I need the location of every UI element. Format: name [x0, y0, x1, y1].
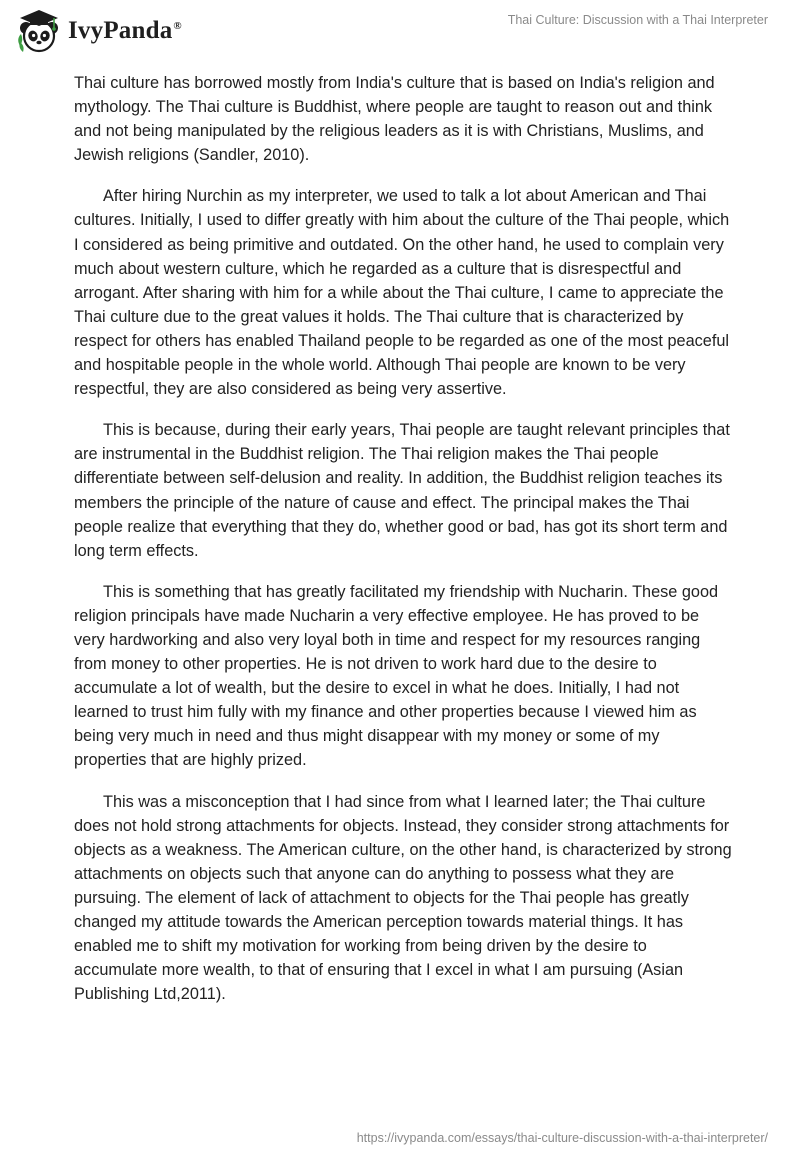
registered-mark: ®	[173, 19, 182, 32]
paragraph: After hiring Nurchin as my interpreter, we used to talk a lot about American and Thai cultures. Initially, I used to differ greatly with him about the culture of the Thai people, which I considered as being primitive and outdated. On the other hand, he used to complain very much about western culture, which he regarded as a culture that is disrespectful and arrogant. After sharing with him for a while about the Thai culture, I came to appreciate the Thai culture due to the great values it holds. The Thai culture that is characterized by respect for others has enabled Thailand people to be regarded as one of the most peaceful and hospitable people in the whole world. Although Thai people are known to be very respectful, they are also considered as being very assertive.	[74, 187, 730, 399]
paragraph: This is because, during their early years, Thai people are taught relevant principles that are instrumental in the Buddhist religion. The Thai religion makes the Thai people differentiate between self-delusion and reality. In addition, the Buddhist religion teaches its members the principle of the nature of cause and effect. The principal makes the Thai people realize that everything that they do, whether good or bad, has got its short term and long term effects.	[74, 421, 730, 560]
paragraph: This was a misconception that I had since from what I learned later; the Thai culture does not hold strong attachments for objects. Instead, they consider strong attachments for objects as a weakness. The American culture, on the other hand, is characterized by strong attachments on objects such that anyone can do anything to possess what they are pursuing. The element of lack of attachment to objects for the Thai people has greatly changed my attitude towards the American perception towards material things. It has enabled me to shift my motivation for working from being driven by the desire to accumulate more wealth, to that of ensuring that I excel in what I am pursuing (Asian Publishing Ltd,2011).	[74, 792, 732, 1004]
source-url[interactable]: https://ivypanda.com/essays/thai-culture-discussion-with-a-thai-interpreter/	[356, 1131, 768, 1145]
page-header	[0, 0, 800, 72]
document-title: Thai Culture: Discussion with a Thai Interpreter	[507, 13, 768, 27]
essay-body	[74, 71, 734, 1023]
paragraph: Thai culture has borrowed mostly from India's culture that is based on India's religion and mythology. The Thai culture is Buddhist, where people are taught to reason out and think and not being manipulated by the religious leaders as it is with Christians, Muslims, and Jewish religions (Sandler, 2010).	[74, 74, 715, 165]
paragraph: This is something that has greatly facilitated my friendship with Nucharin. These good religion principals have made Nucharin a very effective employee. He has proved to be very hardworking and also very loyal both in time and respect for my resources ranging from money to other properties. He is not driven to work hard due to the desire to accumulate a lot of wealth, but the desire to excel in what he does. Initially, I had not learned to trust him fully with my finance and other properties because I viewed him as being very much in need and thus might disappear with my money or some of my properties that are highly prized.	[74, 582, 719, 770]
panda-graduate-icon	[14, 6, 64, 56]
ivypanda-logo[interactable]	[14, 6, 182, 56]
brand-name: IvyPanda®	[68, 17, 182, 44]
